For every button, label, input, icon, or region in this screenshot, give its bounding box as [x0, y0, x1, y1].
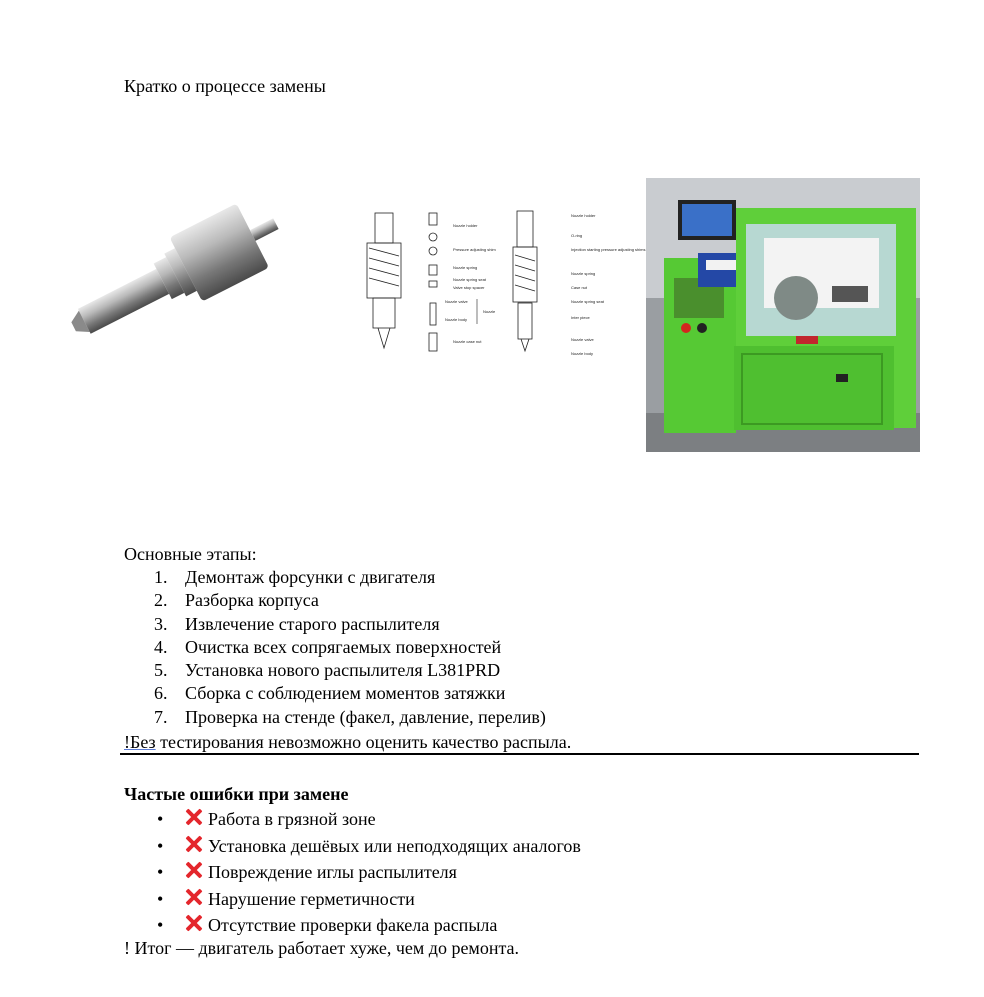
list-number: 3. [154, 613, 168, 634]
diagram-bracket-label: Nozzle [483, 309, 496, 314]
list-number: 4. [154, 636, 168, 657]
bullet: • [157, 888, 164, 909]
cross-icon [185, 888, 203, 906]
injector-diagram [345, 203, 646, 358]
diagram-label: Valve stop spacer [453, 285, 485, 290]
list-item [124, 659, 546, 682]
note-emphasis: !Без [124, 732, 156, 752]
diagram-label: Case nut [571, 285, 588, 290]
list-number: 6. [154, 683, 168, 704]
bullet: • [157, 915, 164, 935]
steps-title: Основные этапы: [124, 544, 257, 564]
diagram-label: Injection starting pressure adjusting shims [571, 247, 646, 252]
summary-note: ! Итог — двигатель работает хуже, чем до ремонта. [124, 938, 520, 958]
errors-title: Частые ошибки при замене [124, 784, 349, 804]
bullet: • [157, 835, 164, 856]
list-item [124, 806, 581, 833]
cross-icon [185, 808, 203, 826]
list-text: Сборка с соблюдением моментов затяжки [185, 683, 506, 704]
list-item [124, 886, 581, 913]
list-item [124, 859, 581, 886]
diagram-label: Nozzle body [571, 351, 594, 356]
diagram-label: Nozzle case nut [453, 339, 482, 344]
cross-icon [185, 861, 203, 879]
list-item [124, 912, 581, 939]
list-item [124, 682, 546, 705]
list-text: Отсутствие проверки факела распыла [208, 915, 498, 935]
test-bench-photo [646, 178, 920, 452]
list-number: 5. [154, 660, 168, 681]
list-item [124, 613, 546, 636]
testing-note [124, 732, 571, 753]
list-number: 7. [154, 706, 168, 727]
nozzle-photo [60, 190, 310, 350]
diagram-label: Pressure adjusting shim [453, 247, 496, 252]
list-text: Установка нового распылителя L381PRD [185, 660, 501, 681]
list-text: Работа в грязной зоне [208, 809, 376, 829]
note-text: тестирования невозможно оценить качество распыла. [155, 732, 572, 752]
list-number: 2. [154, 590, 168, 611]
list-item [124, 833, 581, 860]
list-text: Установка дешёвых или неподходящих аналогов [208, 835, 581, 856]
list-text: Демонтаж форсунки с двигателя [185, 567, 436, 587]
list-item [124, 589, 546, 612]
list-item [124, 566, 546, 589]
diagram-label: Nozzle spring seat [571, 299, 604, 304]
diagram-label: Nozzle valve [571, 337, 594, 342]
diagram-label: Nozzle body [445, 317, 468, 322]
list-item [124, 636, 546, 659]
errors-list [124, 806, 581, 939]
list-text: Нарушение герметичности [208, 888, 415, 909]
bullet: • [157, 862, 164, 882]
list-number: 1. [154, 567, 168, 587]
diagram-label: Nozzle valve [445, 299, 468, 304]
bullet: • [157, 809, 164, 829]
list-text: Повреждение иглы распылителя [208, 862, 457, 882]
diagram-label: Nozzle holder [453, 223, 478, 228]
diagram-label: O-ring [571, 233, 583, 238]
diagram-label: Nozzle spring [571, 271, 596, 276]
list-text: Проверка на стенде (факел, давление, перелив) [185, 706, 546, 727]
diagram-label: Nozzle spring [453, 265, 478, 270]
diagram-label: Nozzle holder [571, 213, 596, 218]
list-text: Разборка корпуса [185, 590, 319, 611]
intro-heading: Кратко о процессе замены [124, 76, 326, 96]
list-text: Извлечение старого распылителя [185, 613, 440, 634]
list-text: Очистка всех сопрягаемых поверхностей [185, 636, 502, 657]
diagram-label: Nozzle spring seat [453, 277, 486, 282]
list-item [124, 706, 546, 729]
steps-list [124, 566, 546, 729]
cross-icon [185, 835, 203, 853]
diagram-label: Inter piece [571, 315, 590, 320]
cross-icon [185, 914, 203, 932]
horizontal-divider [120, 753, 919, 755]
